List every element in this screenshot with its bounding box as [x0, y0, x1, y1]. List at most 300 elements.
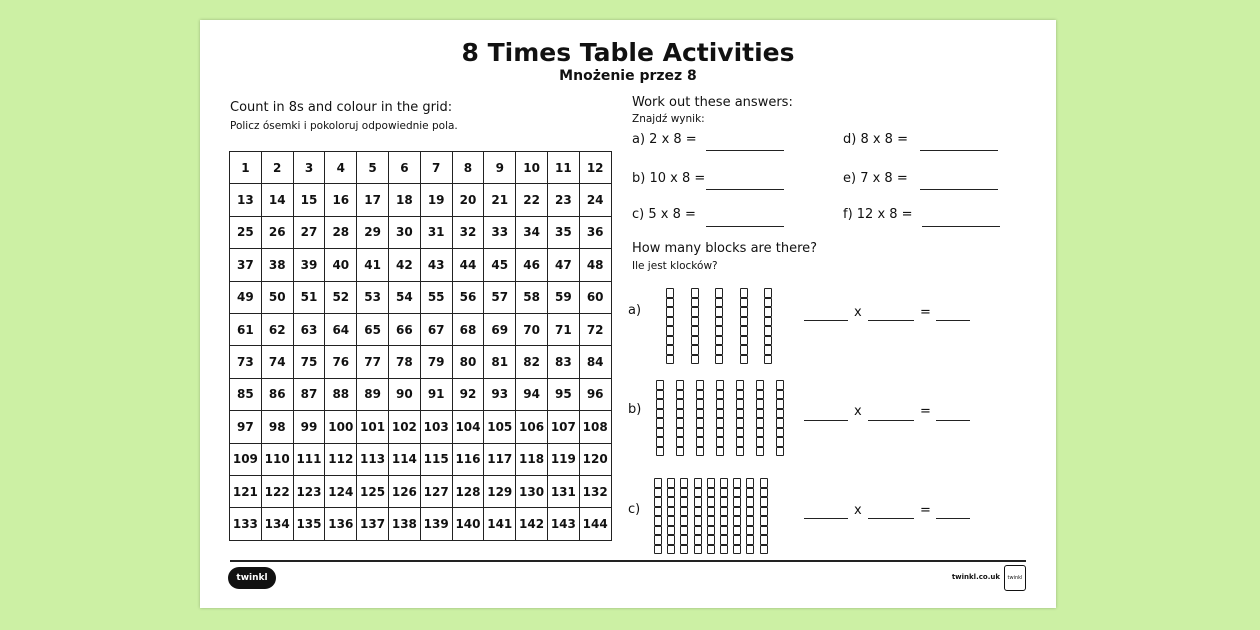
grid-cell[interactable]: 36: [579, 216, 611, 248]
block-cube: [733, 478, 741, 488]
grid-row: [230, 184, 612, 216]
grid-cell[interactable]: 51: [293, 281, 325, 313]
block-cube: [707, 526, 715, 536]
blocks-b-equals: =: [920, 404, 931, 419]
block-cube: [736, 437, 744, 447]
block-cube: [707, 516, 715, 526]
block-cube: [764, 326, 772, 336]
grid-cell[interactable]: 127: [420, 475, 452, 507]
grid-cell[interactable]: 100: [325, 411, 357, 443]
grid-cell[interactable]: 33: [484, 216, 516, 248]
grid-cell[interactable]: 60: [579, 281, 611, 313]
blocks-a-total-line[interactable]: [936, 320, 970, 321]
grid-cell[interactable]: 130: [516, 475, 548, 507]
grid-cell[interactable]: 111: [293, 443, 325, 475]
twinkl-logo: twinkl: [228, 567, 276, 589]
grid-cell[interactable]: 29: [357, 216, 389, 248]
block-cube: [756, 428, 764, 438]
grid-cell[interactable]: 45: [484, 249, 516, 281]
block-cube: [676, 437, 684, 447]
block-cube: [776, 428, 784, 438]
answer-line-c[interactable]: [706, 226, 784, 227]
block-cube: [691, 336, 699, 346]
block-cube: [776, 418, 784, 428]
blocks-heading: How many blocks are there?: [632, 241, 818, 256]
block-cube: [691, 345, 699, 355]
block-cube: [776, 390, 784, 400]
blocks-c-per-column-line[interactable]: [868, 518, 914, 519]
grid-cell[interactable]: 1: [230, 152, 262, 184]
grid-cell[interactable]: 134: [261, 508, 293, 540]
block-cube: [656, 390, 664, 400]
block-cube: [696, 447, 704, 457]
block-cube: [694, 507, 702, 517]
grid-row: [230, 443, 612, 475]
block-cube: [764, 298, 772, 308]
block-cube: [694, 545, 702, 555]
block-cube: [736, 418, 744, 428]
grid-cell[interactable]: 85: [230, 378, 262, 410]
grid-cell[interactable]: 46: [516, 249, 548, 281]
block-column: [656, 380, 664, 456]
block-cube: [715, 326, 723, 336]
block-cube: [720, 507, 728, 517]
block-cube: [746, 488, 754, 498]
block-cube: [764, 317, 772, 327]
grid-cell[interactable]: 118: [516, 443, 548, 475]
block-column: [746, 478, 754, 554]
block-cube: [667, 507, 675, 517]
block-cube: [720, 526, 728, 536]
grid-cell[interactable]: 35: [547, 216, 579, 248]
grid-cell[interactable]: 7: [420, 152, 452, 184]
footer-site: twinkl.co.uk: [951, 573, 1000, 581]
block-cube: [656, 380, 664, 390]
block-cube: [694, 516, 702, 526]
block-column: [666, 288, 674, 364]
grid-cell[interactable]: 131: [547, 475, 579, 507]
block-cube: [746, 526, 754, 536]
block-cube: [720, 545, 728, 555]
grid-cell[interactable]: 80: [452, 346, 484, 378]
grid-cell[interactable]: 135: [293, 508, 325, 540]
grid-cell[interactable]: 109: [230, 443, 262, 475]
grid-cell[interactable]: 3: [293, 152, 325, 184]
block-column: [720, 478, 728, 554]
block-cube: [654, 488, 662, 498]
grid-cell[interactable]: 41: [357, 249, 389, 281]
block-cube: [715, 298, 723, 308]
grid-cell[interactable]: 138: [388, 508, 420, 540]
block-column: [764, 288, 772, 364]
grid-cell[interactable]: 89: [357, 378, 389, 410]
block-cube: [656, 399, 664, 409]
grid-instruction: Count in 8s and colour in the grid:: [230, 100, 453, 115]
question-a: a) 2 x 8 =: [632, 132, 697, 147]
grid-cell[interactable]: 2: [261, 152, 293, 184]
block-cube: [733, 488, 741, 498]
block-cube: [733, 507, 741, 517]
grid-cell[interactable]: 91: [420, 378, 452, 410]
block-cube: [720, 497, 728, 507]
answer-line-a[interactable]: [706, 150, 784, 151]
block-cube: [707, 488, 715, 498]
grid-cell[interactable]: 121: [230, 475, 262, 507]
grid-cell[interactable]: 106: [516, 411, 548, 443]
block-cube: [696, 409, 704, 419]
grid-cell[interactable]: 101: [357, 411, 389, 443]
grid-cell[interactable]: 9: [484, 152, 516, 184]
block-cube: [676, 399, 684, 409]
grid-cell[interactable]: 79: [420, 346, 452, 378]
grid-cell[interactable]: 94: [516, 378, 548, 410]
grid-cell[interactable]: 17: [357, 184, 389, 216]
answer-line-e[interactable]: [920, 189, 998, 190]
block-cube: [760, 488, 768, 498]
grid-cell[interactable]: 63: [293, 313, 325, 345]
block-cube: [764, 355, 772, 365]
grid-cell[interactable]: 104: [452, 411, 484, 443]
block-cube: [691, 307, 699, 317]
grid-cell[interactable]: 67: [420, 313, 452, 345]
block-cube: [760, 507, 768, 517]
grid-cell[interactable]: 129: [484, 475, 516, 507]
grid-cell[interactable]: 71: [547, 313, 579, 345]
grid-cell[interactable]: 140: [452, 508, 484, 540]
grid-cell[interactable]: 115: [420, 443, 452, 475]
block-cube: [696, 418, 704, 428]
blocks-c-total-line[interactable]: [936, 518, 970, 519]
block-cube: [746, 478, 754, 488]
grid-cell[interactable]: 55: [420, 281, 452, 313]
grid-cell[interactable]: 114: [388, 443, 420, 475]
block-cube: [656, 409, 664, 419]
block-cube: [756, 447, 764, 457]
grid-row: [230, 475, 612, 507]
grid-cell[interactable]: 72: [579, 313, 611, 345]
grid-cell[interactable]: 27: [293, 216, 325, 248]
block-cube: [736, 390, 744, 400]
grid-cell[interactable]: 68: [452, 313, 484, 345]
block-cube: [656, 418, 664, 428]
block-cube: [680, 507, 688, 517]
grid-cell[interactable]: 25: [230, 216, 262, 248]
grid-cell[interactable]: 32: [452, 216, 484, 248]
blocks-heading-pl: Ile jest klocków?: [632, 260, 718, 272]
worksheet-page: [200, 20, 1056, 608]
block-cube: [696, 380, 704, 390]
grid-cell[interactable]: 78: [388, 346, 420, 378]
grid-cell[interactable]: 44: [452, 249, 484, 281]
grid-cell[interactable]: 22: [516, 184, 548, 216]
grid-cell[interactable]: 11: [547, 152, 579, 184]
block-cube: [694, 497, 702, 507]
block-cube: [716, 418, 724, 428]
block-cube: [760, 535, 768, 545]
grid-cell[interactable]: 81: [484, 346, 516, 378]
block-cube: [654, 535, 662, 545]
grid-cell[interactable]: 16: [325, 184, 357, 216]
question-f: f) 12 x 8 =: [843, 207, 913, 222]
grid-cell[interactable]: 70: [516, 313, 548, 345]
grid-cell[interactable]: 90: [388, 378, 420, 410]
grid-cell[interactable]: 12: [579, 152, 611, 184]
grid-cell[interactable]: 74: [261, 346, 293, 378]
block-cube: [676, 409, 684, 419]
grid-cell[interactable]: 88: [325, 378, 357, 410]
grid-cell[interactable]: 96: [579, 378, 611, 410]
grid-cell[interactable]: 144: [579, 508, 611, 540]
grid-cell[interactable]: 93: [484, 378, 516, 410]
block-cube: [654, 516, 662, 526]
block-cube: [716, 428, 724, 438]
grid-cell[interactable]: 92: [452, 378, 484, 410]
grid-cell[interactable]: 47: [547, 249, 579, 281]
grid-cell[interactable]: 69: [484, 313, 516, 345]
blocks-b-per-column-line[interactable]: [868, 420, 914, 421]
block-cube: [776, 380, 784, 390]
block-cube: [694, 478, 702, 488]
grid-cell[interactable]: 39: [293, 249, 325, 281]
grid-cell[interactable]: 49: [230, 281, 262, 313]
grid-cell[interactable]: 48: [579, 249, 611, 281]
grid-cell[interactable]: 31: [420, 216, 452, 248]
answer-line-d[interactable]: [920, 150, 998, 151]
block-cube: [776, 409, 784, 419]
grid-cell[interactable]: 125: [357, 475, 389, 507]
grid-cell[interactable]: 105: [484, 411, 516, 443]
block-cube: [716, 409, 724, 419]
grid-cell[interactable]: 53: [357, 281, 389, 313]
block-cube: [740, 298, 748, 308]
block-cube: [720, 478, 728, 488]
block-cube: [760, 526, 768, 536]
block-cube: [740, 288, 748, 298]
grid-cell[interactable]: 113: [357, 443, 389, 475]
grid-cell[interactable]: 110: [261, 443, 293, 475]
grid-cell[interactable]: 38: [261, 249, 293, 281]
grid-cell[interactable]: 59: [547, 281, 579, 313]
answer-line-b[interactable]: [706, 189, 784, 190]
grid-row: [230, 313, 612, 345]
question-c: c) 5 x 8 =: [632, 207, 696, 222]
grid-cell[interactable]: 112: [325, 443, 357, 475]
block-cube: [736, 399, 744, 409]
grid-cell[interactable]: 24: [579, 184, 611, 216]
grid-cell[interactable]: 13: [230, 184, 262, 216]
block-cube: [740, 317, 748, 327]
grid-cell[interactable]: 4: [325, 152, 357, 184]
block-cube: [736, 380, 744, 390]
grid-cell[interactable]: 133: [230, 508, 262, 540]
blocks-a-columns-line[interactable]: [804, 320, 848, 321]
grid-cell[interactable]: 116: [452, 443, 484, 475]
block-cube: [746, 497, 754, 507]
grid-cell[interactable]: 20: [452, 184, 484, 216]
grid-cell[interactable]: 86: [261, 378, 293, 410]
block-cube: [696, 428, 704, 438]
grid-cell[interactable]: 77: [357, 346, 389, 378]
block-cube: [707, 497, 715, 507]
grid-cell[interactable]: 99: [293, 411, 325, 443]
grid-cell[interactable]: 28: [325, 216, 357, 248]
grid-cell[interactable]: 76: [325, 346, 357, 378]
grid-cell[interactable]: 98: [261, 411, 293, 443]
grid-cell[interactable]: 66: [388, 313, 420, 345]
block-cube: [691, 317, 699, 327]
grid-cell[interactable]: 120: [579, 443, 611, 475]
block-cube: [720, 488, 728, 498]
answer-line-f[interactable]: [922, 226, 1000, 227]
grid-cell[interactable]: 102: [388, 411, 420, 443]
block-cube: [654, 545, 662, 555]
block-cube: [667, 516, 675, 526]
block-cube: [756, 380, 764, 390]
grid-cell[interactable]: 119: [547, 443, 579, 475]
block-cube: [716, 437, 724, 447]
grid-cell[interactable]: 108: [579, 411, 611, 443]
grid-cell[interactable]: 37: [230, 249, 262, 281]
grid-cell[interactable]: 57: [484, 281, 516, 313]
block-cube: [680, 497, 688, 507]
grid-cell[interactable]: 43: [420, 249, 452, 281]
block-column: [756, 380, 764, 456]
grid-cell[interactable]: 23: [547, 184, 579, 216]
blocks-a-per-column-line[interactable]: [868, 320, 914, 321]
grid-cell[interactable]: 64: [325, 313, 357, 345]
grid-cell[interactable]: 132: [579, 475, 611, 507]
block-cube: [764, 336, 772, 346]
block-cube: [680, 545, 688, 555]
grid-cell[interactable]: 137: [357, 508, 389, 540]
grid-cell[interactable]: 82: [516, 346, 548, 378]
badge-icon: twinkl: [1004, 565, 1026, 591]
grid-cell[interactable]: 139: [420, 508, 452, 540]
grid-cell[interactable]: 103: [420, 411, 452, 443]
block-column: [696, 380, 704, 456]
grid-row: [230, 508, 612, 540]
blocks-b-total-line[interactable]: [936, 420, 970, 421]
grid-cell[interactable]: 56: [452, 281, 484, 313]
grid-cell[interactable]: 54: [388, 281, 420, 313]
grid-cell[interactable]: 34: [516, 216, 548, 248]
grid-cell[interactable]: 8: [452, 152, 484, 184]
grid-cell[interactable]: 87: [293, 378, 325, 410]
block-cube: [676, 390, 684, 400]
grid-cell[interactable]: 18: [388, 184, 420, 216]
grid-instruction-pl: Policz ósemki i pokoloruj odpowiednie pola.: [230, 120, 458, 132]
grid-cell[interactable]: 5: [357, 152, 389, 184]
block-cube: [707, 507, 715, 517]
block-column: [694, 478, 702, 554]
block-column: [715, 288, 723, 364]
block-cube: [776, 399, 784, 409]
block-cube: [760, 478, 768, 488]
grid-cell[interactable]: 65: [357, 313, 389, 345]
grid-cell[interactable]: 141: [484, 508, 516, 540]
block-cube: [736, 428, 744, 438]
block-cube: [676, 380, 684, 390]
grid-cell[interactable]: 75: [293, 346, 325, 378]
grid-cell[interactable]: 136: [325, 508, 357, 540]
grid-cell[interactable]: 6: [388, 152, 420, 184]
block-cube: [694, 488, 702, 498]
block-cube: [756, 409, 764, 419]
grid-cell[interactable]: 122: [261, 475, 293, 507]
grid-cell[interactable]: 61: [230, 313, 262, 345]
block-column: [716, 380, 724, 456]
block-column: [740, 288, 748, 364]
grid-cell[interactable]: 124: [325, 475, 357, 507]
grid-row: [230, 346, 612, 378]
grid-cell[interactable]: 143: [547, 508, 579, 540]
grid-cell[interactable]: 21: [484, 184, 516, 216]
grid-cell[interactable]: 10: [516, 152, 548, 184]
block-cube: [715, 345, 723, 355]
grid-cell[interactable]: 62: [261, 313, 293, 345]
grid-cell[interactable]: 52: [325, 281, 357, 313]
block-cube: [715, 288, 723, 298]
block-cube: [667, 545, 675, 555]
blocks-a-times: x: [854, 305, 862, 320]
grid-cell[interactable]: 107: [547, 411, 579, 443]
block-cube: [654, 507, 662, 517]
block-cube: [666, 288, 674, 298]
grid-cell[interactable]: 83: [547, 346, 579, 378]
footer-divider: [230, 560, 1026, 562]
grid-cell[interactable]: 19: [420, 184, 452, 216]
grid-cell[interactable]: 73: [230, 346, 262, 378]
grid-cell[interactable]: 50: [261, 281, 293, 313]
grid-cell[interactable]: 123: [293, 475, 325, 507]
question-d: d) 8 x 8 =: [843, 132, 908, 147]
grid-cell[interactable]: 15: [293, 184, 325, 216]
grid-cell[interactable]: 126: [388, 475, 420, 507]
block-cube: [756, 418, 764, 428]
block-cube: [654, 478, 662, 488]
grid-cell[interactable]: 95: [547, 378, 579, 410]
question-b: b) 10 x 8 =: [632, 171, 706, 186]
block-cube: [760, 516, 768, 526]
block-cube: [666, 345, 674, 355]
block-cube: [740, 345, 748, 355]
grid-cell[interactable]: 14: [261, 184, 293, 216]
block-cube: [667, 526, 675, 536]
grid-cell[interactable]: 30: [388, 216, 420, 248]
blocks-b-columns-line[interactable]: [804, 420, 848, 421]
grid-cell[interactable]: 26: [261, 216, 293, 248]
grid-cell[interactable]: 142: [516, 508, 548, 540]
grid-row: [230, 281, 612, 313]
block-cube: [667, 488, 675, 498]
grid-row: [230, 152, 612, 184]
grid-cell[interactable]: 58: [516, 281, 548, 313]
grid-cell[interactable]: 97: [230, 411, 262, 443]
grid-cell[interactable]: 84: [579, 346, 611, 378]
block-cube: [680, 516, 688, 526]
grid-cell[interactable]: 117: [484, 443, 516, 475]
block-cube: [715, 317, 723, 327]
block-column: [680, 478, 688, 554]
block-cube: [666, 355, 674, 365]
block-cube: [733, 497, 741, 507]
grid-row: [230, 216, 612, 248]
grid-cell[interactable]: 42: [388, 249, 420, 281]
blocks-c-columns-line[interactable]: [804, 518, 848, 519]
grid-cell[interactable]: 40: [325, 249, 357, 281]
grid-cell[interactable]: 128: [452, 475, 484, 507]
block-column: [691, 288, 699, 364]
